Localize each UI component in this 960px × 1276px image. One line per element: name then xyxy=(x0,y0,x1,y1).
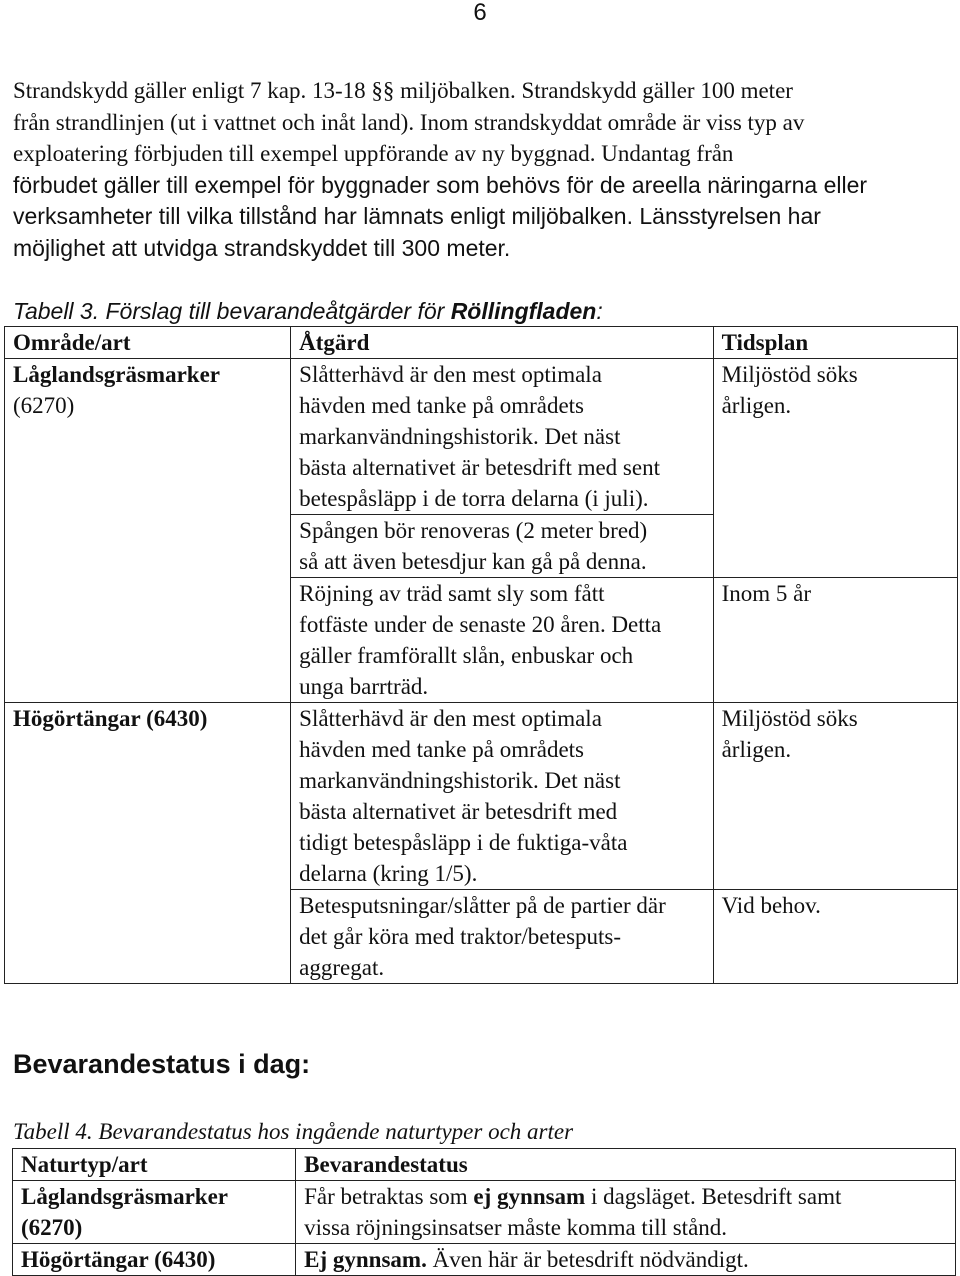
table-header-row xyxy=(5,327,958,359)
status-emphasis: ej gynnsam xyxy=(473,1184,586,1209)
cell-line: markanvändningshistorik. Det näst xyxy=(299,768,621,793)
table-header-row xyxy=(13,1149,956,1181)
status-text: Får betraktas som xyxy=(304,1184,474,1209)
status-cell xyxy=(296,1244,956,1276)
intro-line: förbudet gäller till exempel för byggnader som behövs för de areella näringarna eller xyxy=(13,171,868,198)
cell-line xyxy=(304,1181,947,1212)
intro-line: exploatering förbjuden till exempel uppförande av ny byggnad. Undantag från xyxy=(13,141,734,166)
schedule-cell: Vid behov. xyxy=(713,890,957,984)
area-cell xyxy=(5,359,291,703)
cell-line: Röjning av träd samt sly som fått xyxy=(299,581,605,606)
measures-table xyxy=(4,326,958,984)
area-name: Låglandsgräsmarker xyxy=(13,362,220,387)
column-header-area: Område/art xyxy=(5,327,291,359)
schedule-cell xyxy=(713,359,957,578)
section-heading: Bevarandestatus i dag: xyxy=(13,1049,311,1079)
action-cell xyxy=(291,359,713,515)
action-cell xyxy=(291,890,713,984)
cell-line: Slåtterhävd är den mest optimala xyxy=(299,362,602,387)
column-header-status: Bevarandestatus xyxy=(296,1149,956,1181)
action-cell xyxy=(291,703,713,890)
table3-caption xyxy=(13,297,603,325)
table4-caption: Tabell 4. Bevarandestatus hos ingående naturtyper och arter xyxy=(13,1119,574,1144)
cell-line: tidigt betespåsläpp i de fuktiga-våta xyxy=(299,830,628,855)
cell-line: gäller framförallt slån, enbuskar och xyxy=(299,643,634,668)
table3-caption-bold: Röllingfladen xyxy=(450,298,597,324)
habitat-cell xyxy=(13,1181,296,1244)
table3-caption-suffix: : xyxy=(596,298,603,324)
cell-line: så att även betesdjur kan gå på denna. xyxy=(299,549,647,574)
cell-line: Slåtterhävd är den mest optimala xyxy=(299,706,602,731)
cell-line: hävden med tanke på områdets xyxy=(299,737,584,762)
cell-line: Spången bör renoveras (2 meter bred) xyxy=(299,518,648,543)
area-code: (6270) xyxy=(13,393,75,418)
cell-line: delarna (kring 1/5). xyxy=(299,861,478,886)
cell-line: Låglandsgräsmarker xyxy=(21,1184,228,1209)
intro-line: verksamheter till vilka tillstånd har lämnats enligt miljöbalken. Länsstyrelsen har xyxy=(13,203,821,229)
cell-line: bästa alternativet är betesdrift med xyxy=(299,799,618,824)
page-number: 6 xyxy=(473,0,487,26)
table-row xyxy=(13,1181,956,1244)
status-emphasis: Ej gynnsam. xyxy=(304,1247,427,1272)
action-cell xyxy=(291,515,713,578)
cell-line: bästa alternativet är betesdrift med sent xyxy=(299,455,660,480)
status-cell xyxy=(296,1181,956,1244)
table-row xyxy=(13,1244,956,1276)
habitat-cell: Högörtängar (6430) xyxy=(13,1244,296,1276)
column-header-action: Åtgärd xyxy=(291,327,713,359)
cell-line: betespåsläpp i de torra delarna (i juli). xyxy=(299,486,649,511)
status-text: i dagsläget. Betesdrift samt xyxy=(585,1184,842,1209)
cell-line: (6270) xyxy=(21,1215,83,1240)
cell-line: fotfäste under de senaste 20 åren. Detta xyxy=(299,612,662,637)
cell-line: markanvändningshistorik. Det näst xyxy=(299,424,621,449)
cell-line: Miljöstöd söks xyxy=(721,706,858,731)
action-cell xyxy=(291,578,713,703)
cell-line: unga barrträd. xyxy=(299,674,429,699)
cell-line: årligen. xyxy=(721,393,792,418)
cell-line: årligen. xyxy=(721,737,792,762)
table-row xyxy=(5,359,958,515)
intro-paragraph xyxy=(13,75,948,264)
table3-caption-prefix: Tabell 3. Förslag till bevarandeåtgärder för xyxy=(13,298,451,324)
intro-line: från strandlinjen (ut i vattnet och inåt land). Inom strandskyddat område är viss typ av xyxy=(13,109,805,135)
area-cell: Högörtängar (6430) xyxy=(5,703,291,984)
status-table xyxy=(12,1148,956,1276)
cell-line: Betesputsningar/slåtter på de partier där xyxy=(299,893,666,918)
column-header-schedule: Tidsplan xyxy=(713,327,957,359)
intro-line: Strandskydd gäller enligt 7 kap. 13-18 §§ miljöbalken. Strandskydd gäller 100 meter xyxy=(13,78,793,103)
intro-line: möjlighet att utvidga strandskyddet till 300 meter. xyxy=(13,234,511,261)
column-header-habitat: Naturtyp/art xyxy=(13,1149,296,1181)
table-row xyxy=(5,703,958,890)
cell-line: vissa röjningsinsatser måste komma till stånd. xyxy=(304,1215,728,1240)
cell-line: aggregat. xyxy=(299,955,385,980)
status-text: Även här är betesdrift nödvändigt. xyxy=(426,1247,749,1272)
schedule-cell xyxy=(713,703,957,890)
cell-line: det går köra med traktor/betesputs- xyxy=(299,924,622,949)
schedule-cell: Inom 5 år xyxy=(713,578,957,703)
cell-line: hävden med tanke på områdets xyxy=(299,393,584,418)
cell-line: Miljöstöd söks xyxy=(721,362,858,387)
